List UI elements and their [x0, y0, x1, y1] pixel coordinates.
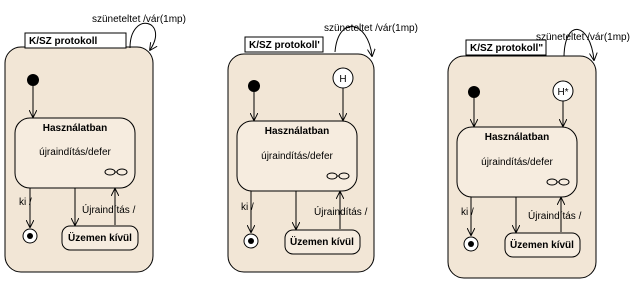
- exit-transition-label: ki /: [461, 207, 474, 218]
- state-out-label: Üzemen kívül: [510, 240, 574, 251]
- diagram-title: K/SZ protokoll': [249, 40, 320, 51]
- initial-pseudostate: [468, 86, 480, 98]
- exit-transition-label: ki /: [19, 197, 32, 208]
- self-transition-label: szüneteltet /vár(1mp): [324, 23, 418, 34]
- composite-state-name: Használatban: [484, 132, 550, 143]
- diagram-title: K/SZ protokoll": [470, 43, 544, 54]
- state-machine-2: [228, 23, 418, 272]
- history-label: H: [339, 74, 347, 85]
- return-transition-label: Újraindítás /: [314, 207, 368, 218]
- internal-action: újraindítás/defer: [481, 157, 553, 168]
- diagram-title: K/SZ protokoll: [29, 36, 98, 47]
- state-out-label: Üzemen kívül: [290, 237, 354, 248]
- state-machine-1: [5, 14, 186, 272]
- initial-pseudostate: [248, 80, 260, 92]
- internal-action: újraindítás/defer: [261, 151, 333, 162]
- exit-transition-label: ki /: [241, 202, 254, 213]
- initial-pseudostate: [27, 74, 39, 86]
- state-out-label: Üzemen kívül: [68, 233, 132, 244]
- composite-state-name: Használatban: [264, 126, 330, 137]
- composite-state-name: Használatban: [42, 123, 108, 134]
- self-transition-label: szüneteltet /vár(1mp): [92, 14, 186, 25]
- self-transition-label: szüneteltet /vár(1mp): [536, 32, 630, 43]
- internal-action: újraindítás/defer: [39, 147, 111, 158]
- return-transition-label: Újraindítás /: [82, 205, 136, 216]
- return-transition-label: Újraindítás /: [528, 211, 582, 222]
- history-label: H*: [557, 87, 569, 98]
- state-machine-3: [448, 29, 630, 278]
